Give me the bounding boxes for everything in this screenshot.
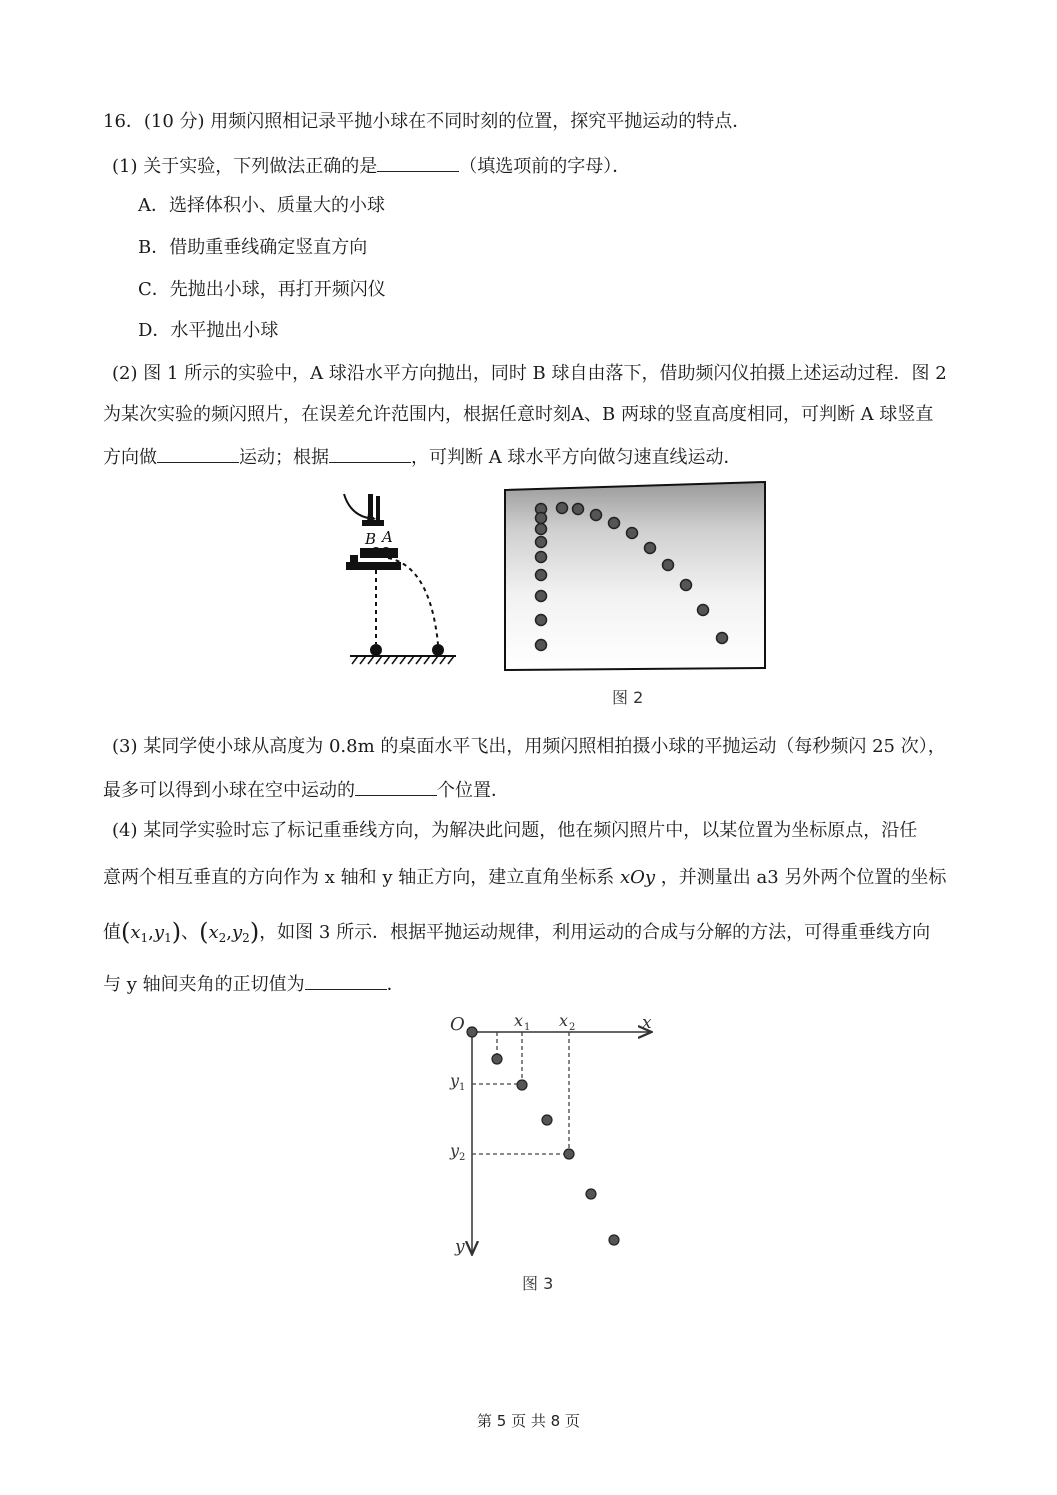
striker-arrow [344,494,368,518]
y-axis-label: y [455,1237,465,1257]
coord1-y-sub: 1 [164,931,172,945]
coord2-x: x [208,922,219,943]
point-3 [542,1115,552,1125]
y1-sub: 1 [459,1082,466,1093]
option-b: B．借助重垂线确定竖直方向 [138,237,368,258]
x2-sub: 2 [569,1022,576,1033]
part2-line3-b: 运动；根据 [239,447,329,468]
option-a: A．选择体积小、质量大的小球 [138,195,385,216]
part2-line3-a: 方向做 [103,447,157,468]
x2-label: x [559,1011,569,1030]
point-4 [564,1149,574,1159]
coord1-y: y [153,922,165,943]
figure-3-caption: 图 3 [522,1274,554,1293]
part3-line2 [103,777,509,803]
x-axis-label: x [642,1013,652,1033]
option-c: C．先抛出小球，再打开频闪仪 [138,279,386,300]
figure-2-strobe-photo [500,478,770,710]
part1-stem [112,153,630,179]
y2-label: y [450,1141,460,1160]
origin-label: O [450,1014,465,1035]
part4-line3-b: 、 [181,922,200,943]
part2-line1: (2) 图 1 所示的实验中，A 球沿水平方向抛出，同时 B 球自由落下，借助频闪仪拍摄上述运动过程．图 2 [112,363,947,384]
answer-blank-1 [377,153,459,172]
part4-line1: (4) 某同学实验时忘了标记重垂线方向，为解决此问题，他在频闪照片中，以某位置为坐标原点，沿任 [112,820,918,841]
point-1 [492,1054,502,1064]
part4-line4 [103,971,405,997]
ball-b-end [370,644,382,656]
point-2 [517,1080,527,1090]
answer-blank-5 [305,971,387,990]
answer-blank-2 [157,444,239,463]
point-origin [467,1027,477,1037]
part2-line3-c: ，可判断 A 球水平方向做匀速直线运动． [411,447,742,468]
page-footer: 第 5 页 共 8 页 [477,1412,580,1430]
figure-1-apparatus [338,482,488,672]
part4-line2-a: 意两个相互垂直的方向作为 x 轴和 y 轴正方向，建立直角坐标系 [103,867,615,888]
ball-a-start [381,547,391,557]
y1-label: y [450,1071,460,1090]
x1-label: x [514,1011,524,1030]
part2-line3 [103,444,741,470]
part4-line2-b: ，并测量出 a3 另外两个位置的坐标 [660,867,947,888]
ball-a-end [432,644,444,656]
point-5 [586,1189,596,1199]
part4-line3-c: ，如图 3 所示．根据平抛运动规律，利用运动的合成与分解的方法，可得重垂线方向 [259,922,931,943]
part4-line4-a: 与 y 轴间夹角的正切值为 [103,974,305,995]
question-title: 16．(10 分) 用频闪照相记录平抛小球在不同时刻的位置，探究平抛运动的特点． [103,111,751,132]
coord2-y: y [232,922,243,943]
coordinate-system-label: xOy [619,867,656,888]
figure-2-caption: 图 2 [612,688,644,707]
answer-blank-3 [329,444,411,463]
part4-line4-b: ． [386,974,405,995]
part3-line2-a: 最多可以得到小球在空中运动的 [103,780,355,801]
part3-line1: (3) 某同学使小球从高度为 0.8m 的桌面水平飞出，用频闪照相拍摄小球的平抛运动（每秒频闪 25 次）， [112,736,946,757]
figure-3-coordinate-diagram [440,1008,660,1298]
part2-line2: 为某次实验的频闪照片，在误差允许范围内，根据任意时刻A、B 两球的竖直高度相同，可判断 A 球竖直 [103,404,934,425]
coord2-y-sub: 2 [242,931,250,945]
label-b: B [365,530,377,548]
y2-sub: 2 [459,1152,466,1163]
x1-sub: 1 [524,1022,531,1033]
part4-line3-a: 值 [103,922,121,943]
coord1-x-sub: 1 [140,931,149,945]
option-d: D．水平抛出小球 [138,320,279,341]
part1-stem-suffix: （填选项前的字母）． [459,156,631,177]
label-a: A [382,528,393,546]
coord1-x: x [130,922,141,943]
coord2-x-sub: 2 [218,931,227,945]
part1-stem-text: (1) 关于实验，下列做法正确的是 [112,156,378,177]
part4-line3: 值$(x_1,y_1)$、$(x_2,y_2)$，如图 3 所示．根据平抛运动规律，利用运动的合成与分解的方法，可得重垂线方向 [103,918,931,946]
answer-blank-4 [355,777,437,796]
point-6 [609,1235,619,1245]
part4-line2 [103,866,946,890]
part3-line2-b: 个位置． [437,780,509,801]
ball-b-start [371,547,381,557]
